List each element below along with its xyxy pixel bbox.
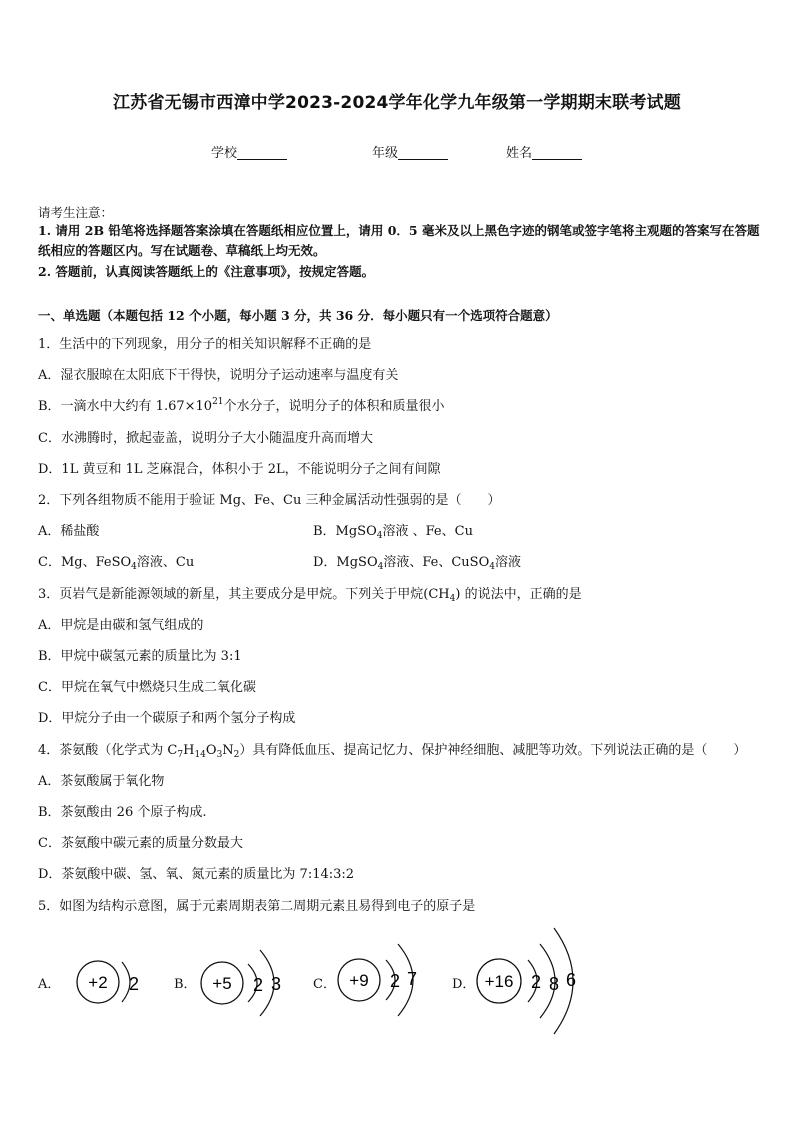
- question-2-option-b: B．MgSO$_4$溶液 、Fe、Cu: [313, 524, 473, 541]
- atom-a-shell-1: 2: [128, 974, 140, 994]
- grade-blank: [398, 145, 448, 160]
- atom-b-shell-1: 2: [252, 975, 264, 995]
- question-4-option-d: D．茶氨酸中碳、氢、氧、氮元素的质量比为 7:14:3:2: [38, 867, 355, 882]
- question-1-stem: 1．生活中的下列现象，用分子的相关知识解释不正确的是: [38, 337, 372, 352]
- school-blank: [237, 145, 287, 160]
- question-4-stem: 4．茶氨酸（化学式为 $C_7H_{14}O_3N_2$）具有降低血压、提高记忆力、保护神经细胞、减肥等功效。下列说法正确的是（ ）: [38, 743, 747, 760]
- atom-d-label: D．: [452, 977, 476, 992]
- atom-c-shell-1: 2: [389, 971, 401, 991]
- atom-b-label: B．: [174, 977, 197, 992]
- question-2-stem: 2．下列各组物质不能用于验证 Mg、Fe、Cu 三种金属活动性强弱的是（ ）: [38, 493, 501, 508]
- atom-d-diagram: [474, 922, 594, 1040]
- question-4-option-c: C．茶氨酸中碳元素的质量分数最大: [38, 836, 243, 851]
- question-3-stem: 3．页岩气是新能源领域的新星，其主要成分是甲烷。下列关于甲烷$(CH_4)$ 的说法中，正确的是: [38, 587, 582, 604]
- question-5-stem: 5．如图为结构示意图，属于元素周期表第二周期元素且易得到电子的原子是: [38, 899, 476, 914]
- question-4-option-a: A．茶氨酸属于氧化物: [38, 774, 165, 789]
- atom-b-shell-2: 3: [270, 974, 282, 994]
- note-2: 2. 答题前，认真阅读答题纸上的《注意事项》，按规定答题。: [38, 264, 375, 279]
- atom-d-shell-2: 8: [548, 974, 560, 994]
- name-label: 姓名: [506, 146, 533, 161]
- atom-d-shell-1: 2: [530, 972, 542, 992]
- grade-field: [372, 142, 448, 161]
- grade-label: 年级: [372, 146, 399, 161]
- notes-heading: 请考生注意：: [38, 205, 114, 220]
- question-3-option-a: A．甲烷是由碳和氢气组成的: [38, 618, 204, 633]
- atom-c-shell-2: 7: [406, 969, 418, 989]
- atom-c-diagram: [336, 938, 428, 1024]
- name-blank: [532, 145, 582, 160]
- section-heading: 一、单选题（本题包括 12 个小题，每小题 3 分，共 36 分．每小题只有一个选项符合题意）: [38, 308, 558, 323]
- atom-b-diagram: [198, 942, 290, 1022]
- atom-c-nucleus: +9: [349, 971, 369, 990]
- question-2-option-d: D．MgSO$_4$溶液、Fe、CuSO$_4$溶液: [313, 555, 521, 572]
- atom-c-label: C．: [313, 977, 336, 992]
- question-3-option-c: C．甲烷在氧气中燃烧只生成二氧化碳: [38, 680, 256, 695]
- question-3-option-b: B．甲烷中碳氢元素的质量比为 3:1: [38, 649, 242, 664]
- name-field: [506, 142, 582, 161]
- atom-a-diagram: [72, 950, 152, 1014]
- note-1: 1. 请用 2B 铅笔将选择题答案涂填在答题纸相应位置上，请用 0．5 毫米及以上黑色字迹的钢笔或签字笔将主观题的答案写在答题纸相应的答题区内。写在试题卷、草稿纸上均无效。: [38, 223, 760, 258]
- atom-a-label: A．: [38, 977, 61, 992]
- question-2-option-c: C．Mg、FeSO$_4$溶液、Cu: [38, 555, 195, 572]
- question-1-option-b: B．一滴水中大约有 $1.67\times 10^{21}$个水分子，说明分子的体积和质量很小: [38, 397, 445, 414]
- school-label: 学校: [211, 146, 238, 161]
- atom-a-nucleus: +2: [88, 973, 108, 992]
- question-1-option-a: A．湿衣服晾在太阳底下干得快，说明分子运动速率与温度有关: [38, 368, 399, 383]
- question-1-option-c: C．水沸腾时，掀起壶盖，说明分子大小随温度升高而增大: [38, 431, 373, 446]
- question-2-option-a: A．稀盐酸: [38, 524, 100, 539]
- question-3-option-d: D．甲烷分子由一个碳原子和两个氢分子构成: [38, 711, 296, 726]
- question-4-option-b: B．茶氨酸由 26 个原子构成.: [38, 805, 207, 820]
- atom-b-nucleus: +5: [212, 974, 232, 993]
- atom-d-nucleus: +16: [484, 972, 514, 991]
- atom-d-shell-3: 6: [565, 970, 577, 990]
- school-field: [211, 142, 287, 161]
- question-1-option-d: D．1L 黄豆和 1L 芝麻混合，体积小于 2L，不能说明分子之间有间隙: [38, 462, 441, 477]
- page-title: 江苏省无锡市西漳中学2023-2024学年化学九年级第一学期期末联考试题: [113, 93, 681, 113]
